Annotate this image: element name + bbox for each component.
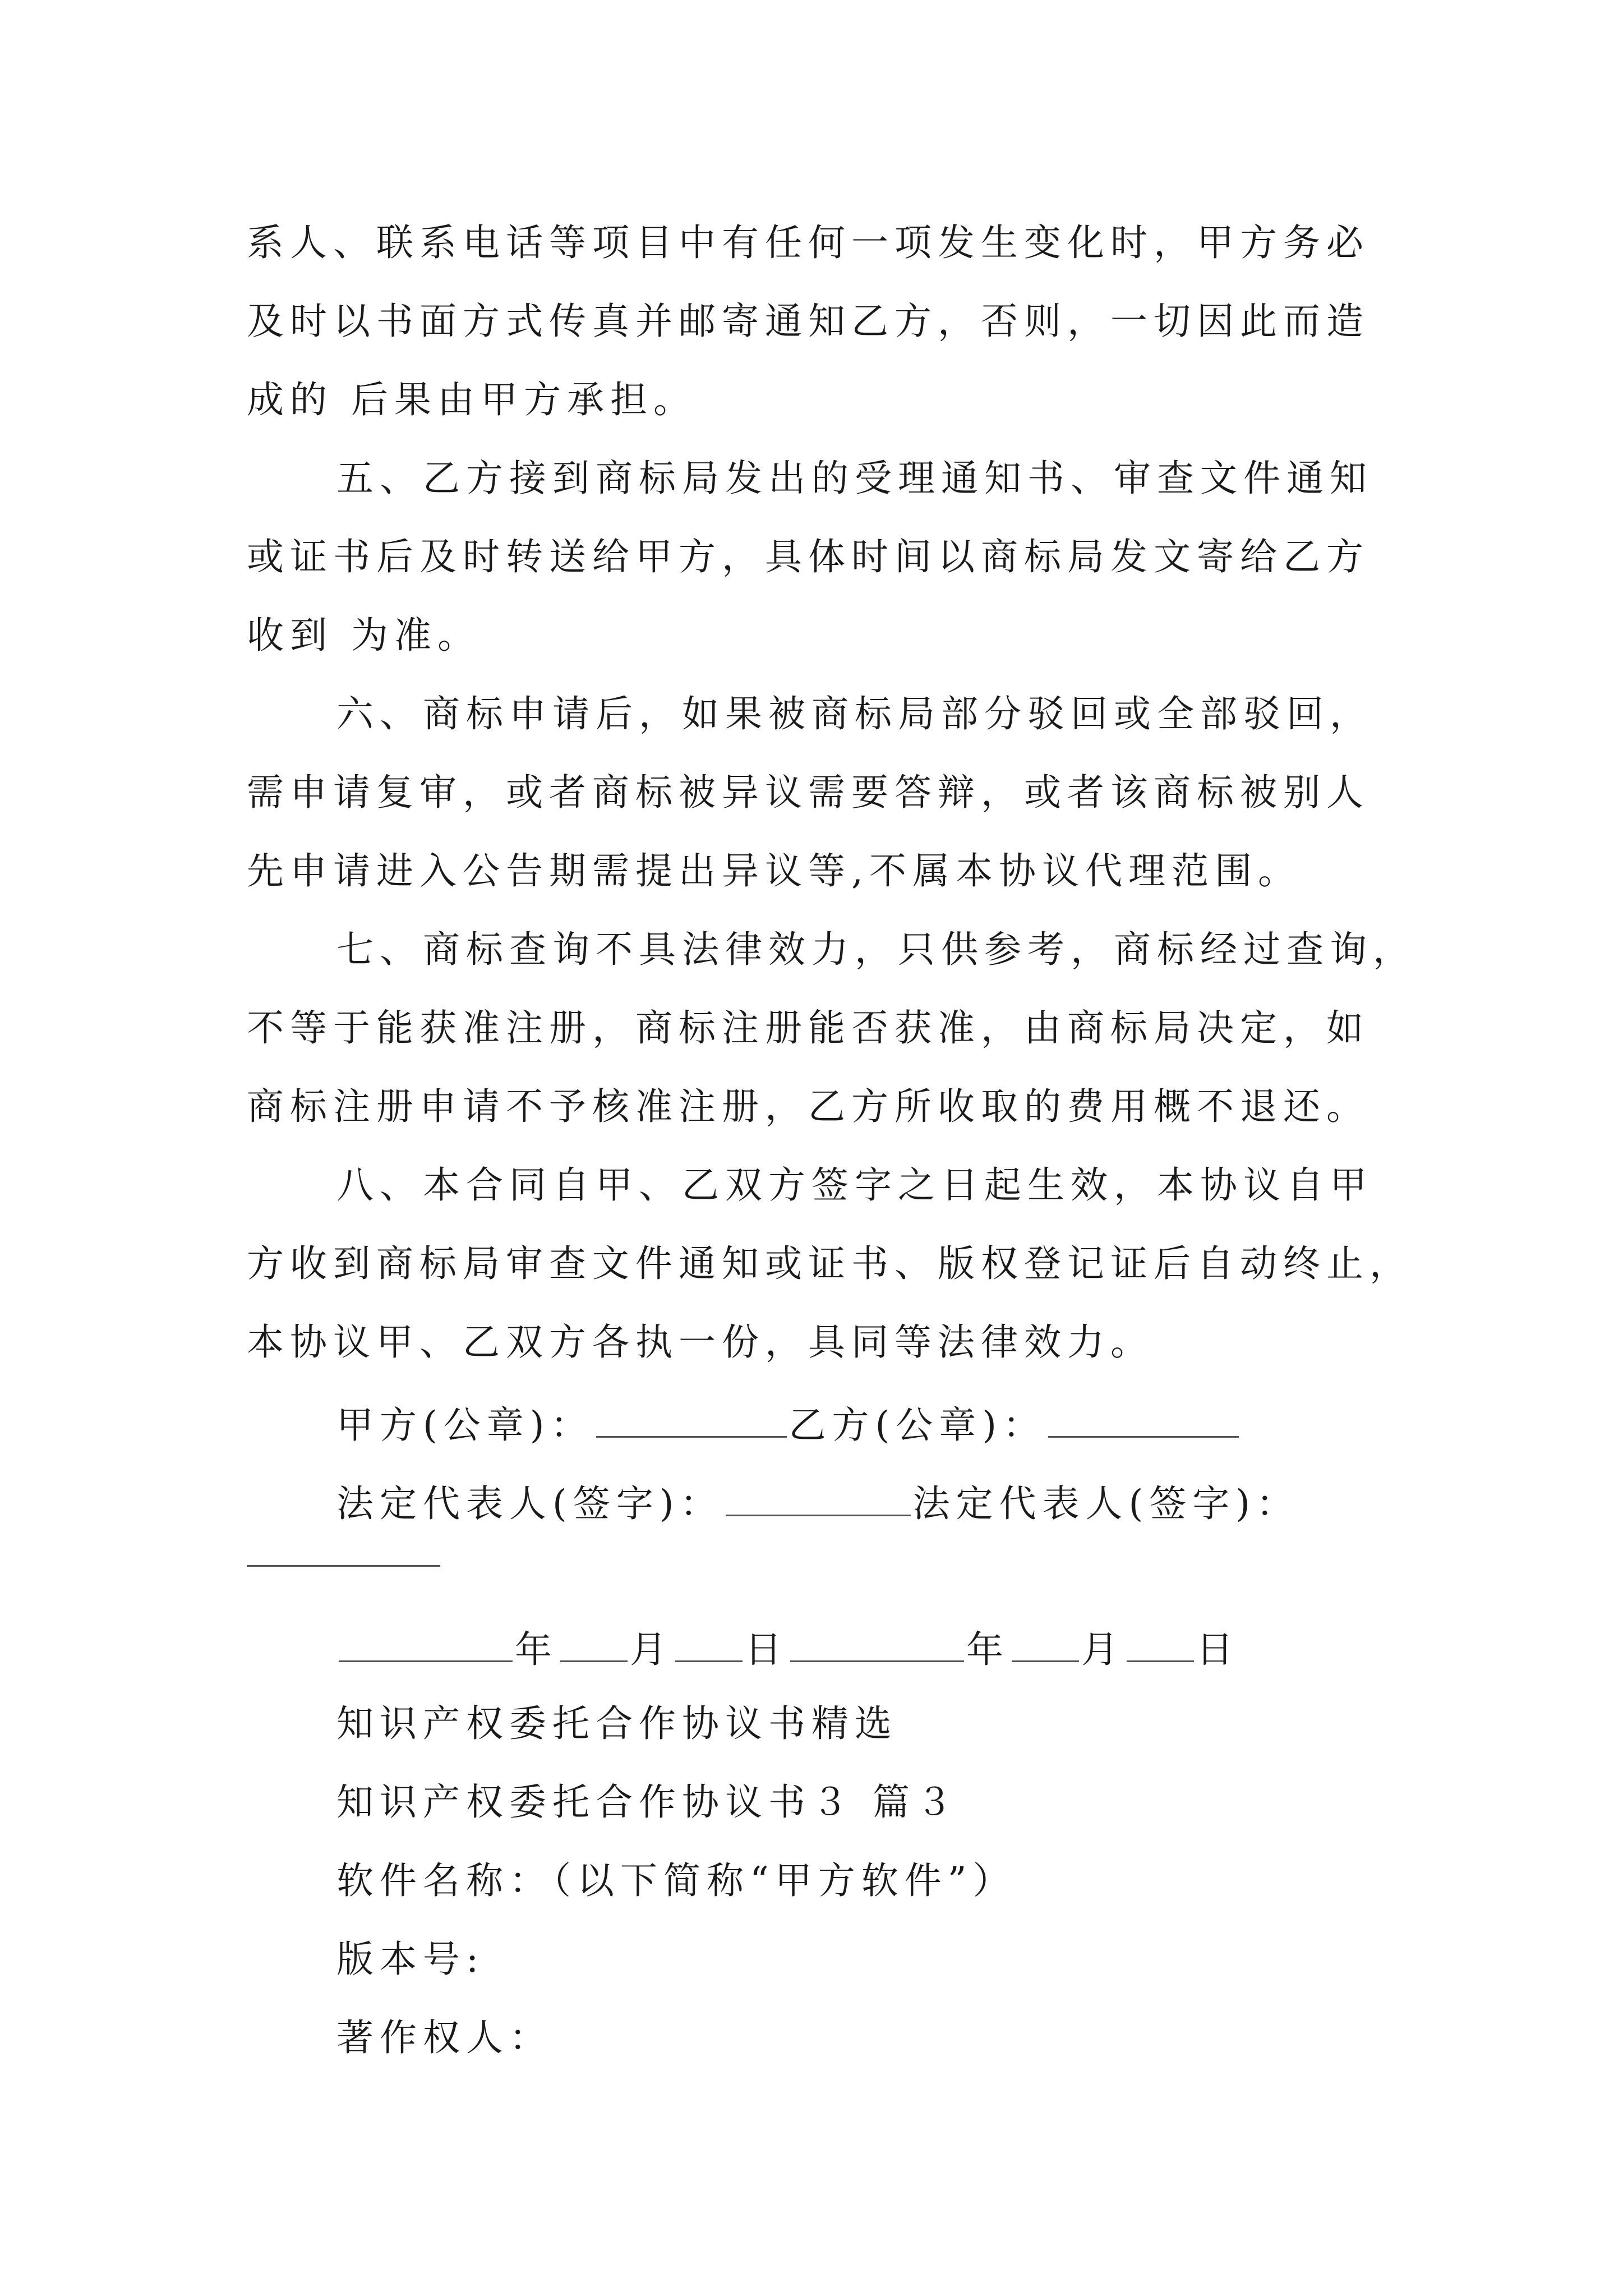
representative-line	[336, 1481, 1299, 1525]
paragraph-line: 及时以书面方式传真并邮寄通知乙方，否则，一切因此而造	[247, 300, 1370, 343]
paragraph-line: 系人、联系电话等项目中有任何一项发生变化时，甲方务必	[247, 221, 1370, 264]
month-a-label: 月	[630, 1628, 673, 1671]
rep-b-label: 法定代表人(签字)：	[912, 1482, 1299, 1525]
paragraph-line: 八、本合同自甲、乙双方签字之日起生效，本协议自甲	[336, 1163, 1373, 1207]
paragraph-line: 七、商标查询不具法律效力，只供参考，商标经过查询，	[336, 928, 1416, 971]
day-a-label: 日	[745, 1628, 788, 1671]
party-a-seal-label: 甲方(公章)：	[336, 1404, 594, 1447]
day-a-blank	[675, 1627, 743, 1662]
rep-a-blank	[726, 1481, 911, 1516]
day-b-label: 日	[1196, 1628, 1239, 1671]
paragraph-line: 先申请进入公告期需提出异议等,不属本协议代理范围。	[247, 849, 1301, 892]
paragraph-line: 或证书后及时转送给甲方，具体时间以商标局发文寄给乙方	[247, 535, 1370, 578]
month-a-blank	[560, 1627, 628, 1662]
copyright-holder-field: 著作权人：	[336, 2016, 552, 2059]
year-b-blank	[790, 1627, 964, 1662]
software-name-field: 软件名称：（以下简称“甲方软件”）	[336, 1859, 1016, 1902]
paragraph-line: 需申请复审，或者商标被异议需要答辩，或者该商标被别人	[247, 771, 1370, 814]
paragraph-line: 收到 为准。	[247, 614, 481, 657]
seal-line	[336, 1402, 1241, 1447]
year-b-label: 年	[966, 1628, 1009, 1671]
paragraph-line: 本协议甲、乙双方各执一份，具同等法律效力。	[247, 1320, 1154, 1364]
section-subtitle: 知识产权委托合作协议书３ 篇３	[336, 1780, 959, 1824]
party-b-seal-label: 乙方(公章)：	[789, 1404, 1046, 1447]
year-a-blank	[339, 1627, 513, 1662]
version-field: 版本号:	[336, 1938, 485, 1981]
month-b-label: 月	[1081, 1628, 1124, 1671]
section-title: 知识产权委托合作协议书精选	[336, 1702, 898, 1745]
party-b-seal-blank	[1048, 1402, 1239, 1438]
date-line	[336, 1627, 1239, 1671]
month-b-blank	[1012, 1627, 1079, 1662]
rep-a-label: 法定代表人(签字)：	[336, 1482, 723, 1525]
paragraph-line: 不等于能获准注册，商标注册能否获准，由商标局决定，如	[247, 1006, 1370, 1050]
paragraph-line: 六、商标申请后，如果被商标局部分驳回或全部驳回，	[336, 692, 1373, 735]
party-a-seal-blank	[596, 1402, 787, 1438]
year-a-label: 年	[515, 1628, 558, 1671]
day-b-blank	[1127, 1627, 1194, 1662]
rep-b-blank	[247, 1565, 440, 1567]
paragraph-line: 五、乙方接到商标局发出的受理通知书、审查文件通知	[336, 457, 1373, 500]
paragraph-line: 方收到商标局审查文件通知或证书、版权登记证后自动终止，	[247, 1242, 1413, 1285]
paragraph-line: 商标注册申请不予核准注册，乙方所收取的费用概不退还。	[247, 1085, 1370, 1128]
paragraph-line: 成的 后果由甲方承担。	[247, 378, 697, 421]
